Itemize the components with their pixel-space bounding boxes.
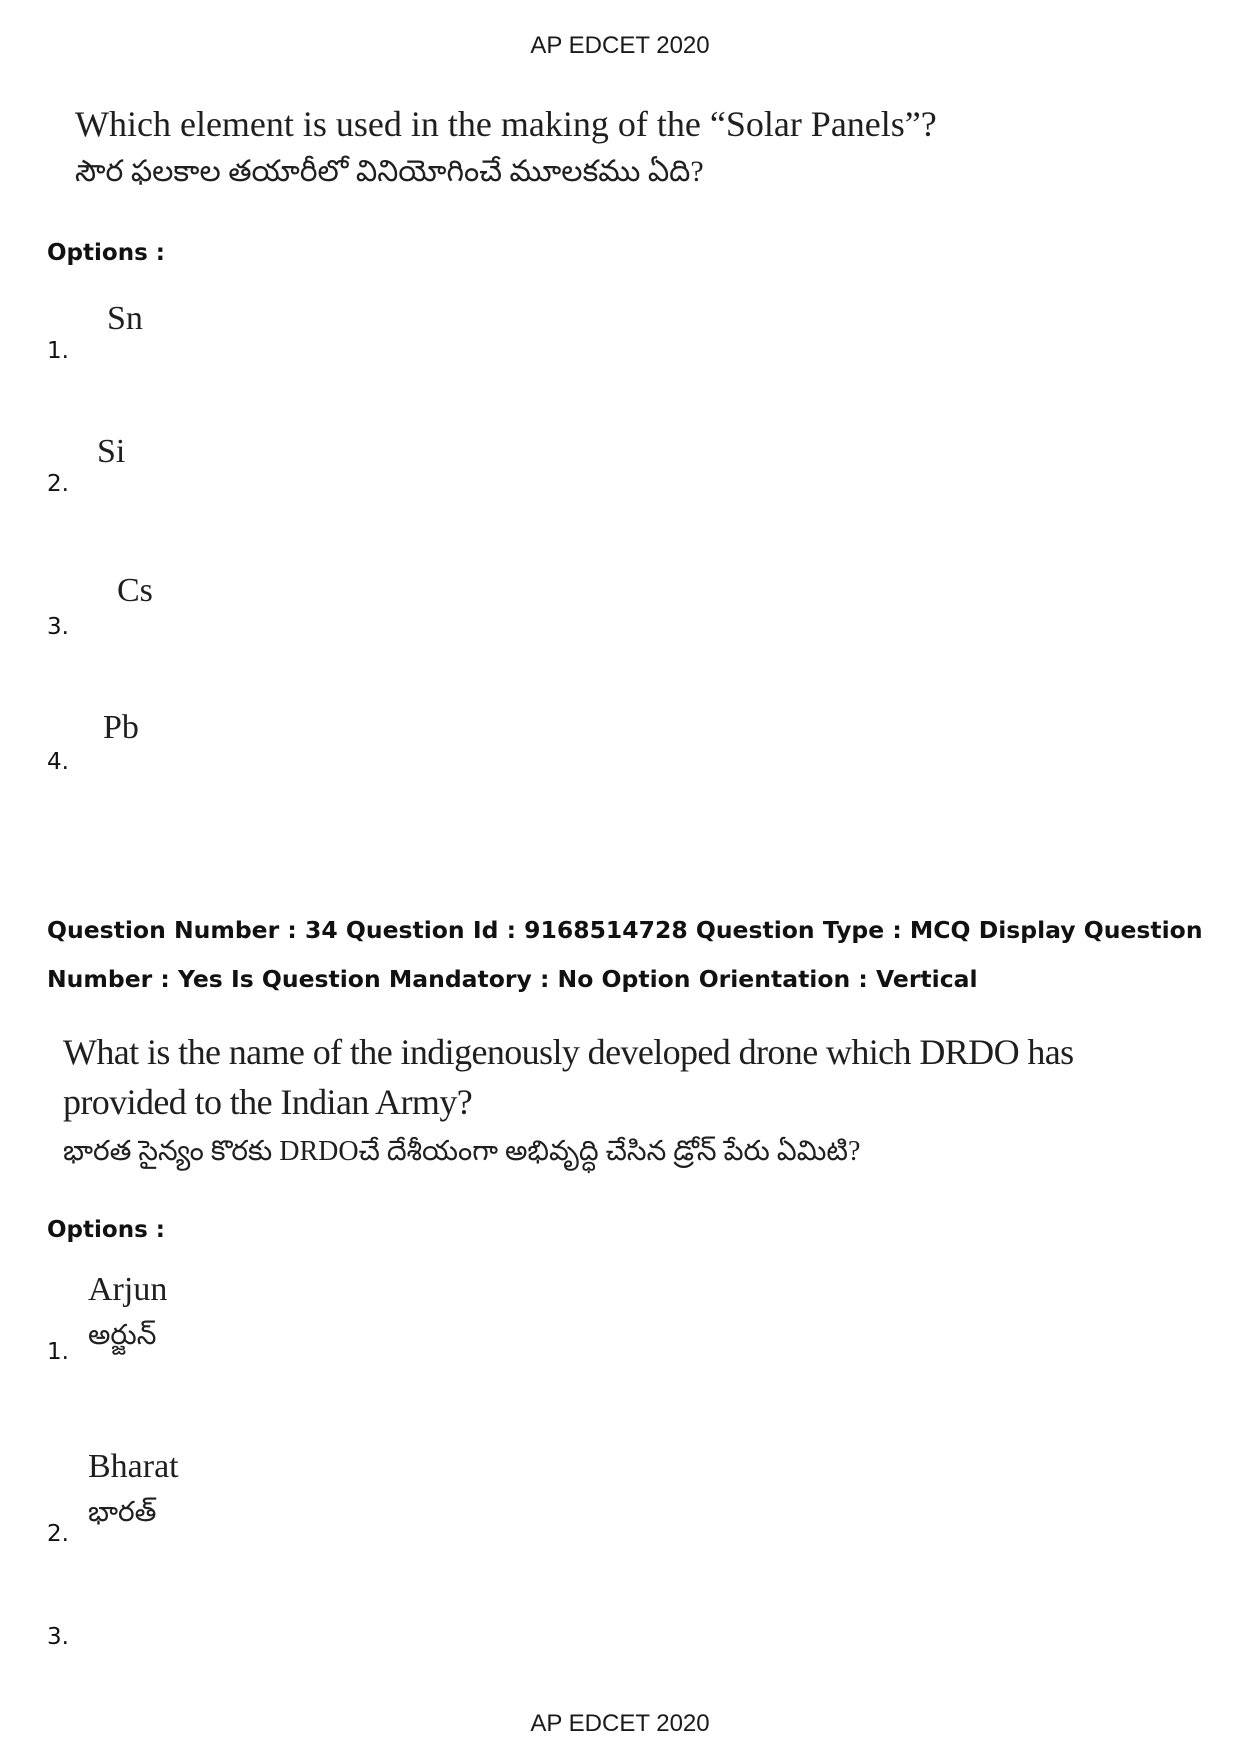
question-meta-line-2: Number : Yes Is Question Mandatory : No Option Orientation : Vertical	[47, 965, 978, 993]
option-4-value: Pb	[103, 709, 139, 746]
q2-option-3-number[interactable]: 3.	[47, 1624, 69, 1650]
question-2-text-english-line-2: provided to the Indian Army?	[63, 1082, 473, 1122]
page-header: AP EDCET 2020	[530, 32, 710, 59]
option-2-number[interactable]: 2.	[47, 471, 69, 497]
q2-option-1-telugu: అర్జున్	[88, 1320, 157, 1351]
q2-option-2-english: Bharat	[88, 1448, 179, 1485]
q2-option-2-number[interactable]: 2.	[47, 1521, 69, 1547]
q2-option-1-value	[88, 1267, 167, 1359]
option-1-number[interactable]: 1.	[47, 338, 69, 364]
option-4-number[interactable]: 4.	[47, 749, 69, 775]
options-label: Options :	[47, 240, 165, 266]
question-text-english: Which element is used in the making of the “Solar Panels”?	[75, 104, 937, 144]
q2-option-1-english: Arjun	[88, 1271, 168, 1308]
option-3-number[interactable]: 3.	[47, 614, 69, 640]
q2-option-2-value	[88, 1444, 179, 1536]
question-2-text-telugu: భారత సైన్యం కొరకు DRDOచే దేశీయంగా అభివృద్ధి చేసిన డ్రోన్ పేరు ఏమిటి?	[63, 1136, 861, 1167]
question-meta-line-1: Question Number : 34 Question Id : 9168514728 Question Type : MCQ Display Question	[47, 916, 1203, 944]
question-text-telugu: సౌర ఫలకాల తయారీలో వినియోగించే మూలకము ఏది?	[75, 155, 704, 188]
options-label-2: Options :	[47, 1217, 165, 1243]
question-2-text	[63, 1027, 1074, 1177]
q2-option-1-number[interactable]: 1.	[47, 1339, 69, 1365]
option-1-value: Sn	[107, 300, 143, 337]
page-footer: AP EDCET 2020	[530, 1710, 710, 1737]
option-3-value: Cs	[117, 572, 153, 609]
option-2-value: Si	[97, 433, 126, 470]
q2-option-2-telugu: భారత్	[88, 1497, 157, 1528]
question-text	[75, 100, 937, 196]
question-2-text-english-line-1: What is the name of the indigenously developed drone which DRDO has	[63, 1032, 1074, 1072]
